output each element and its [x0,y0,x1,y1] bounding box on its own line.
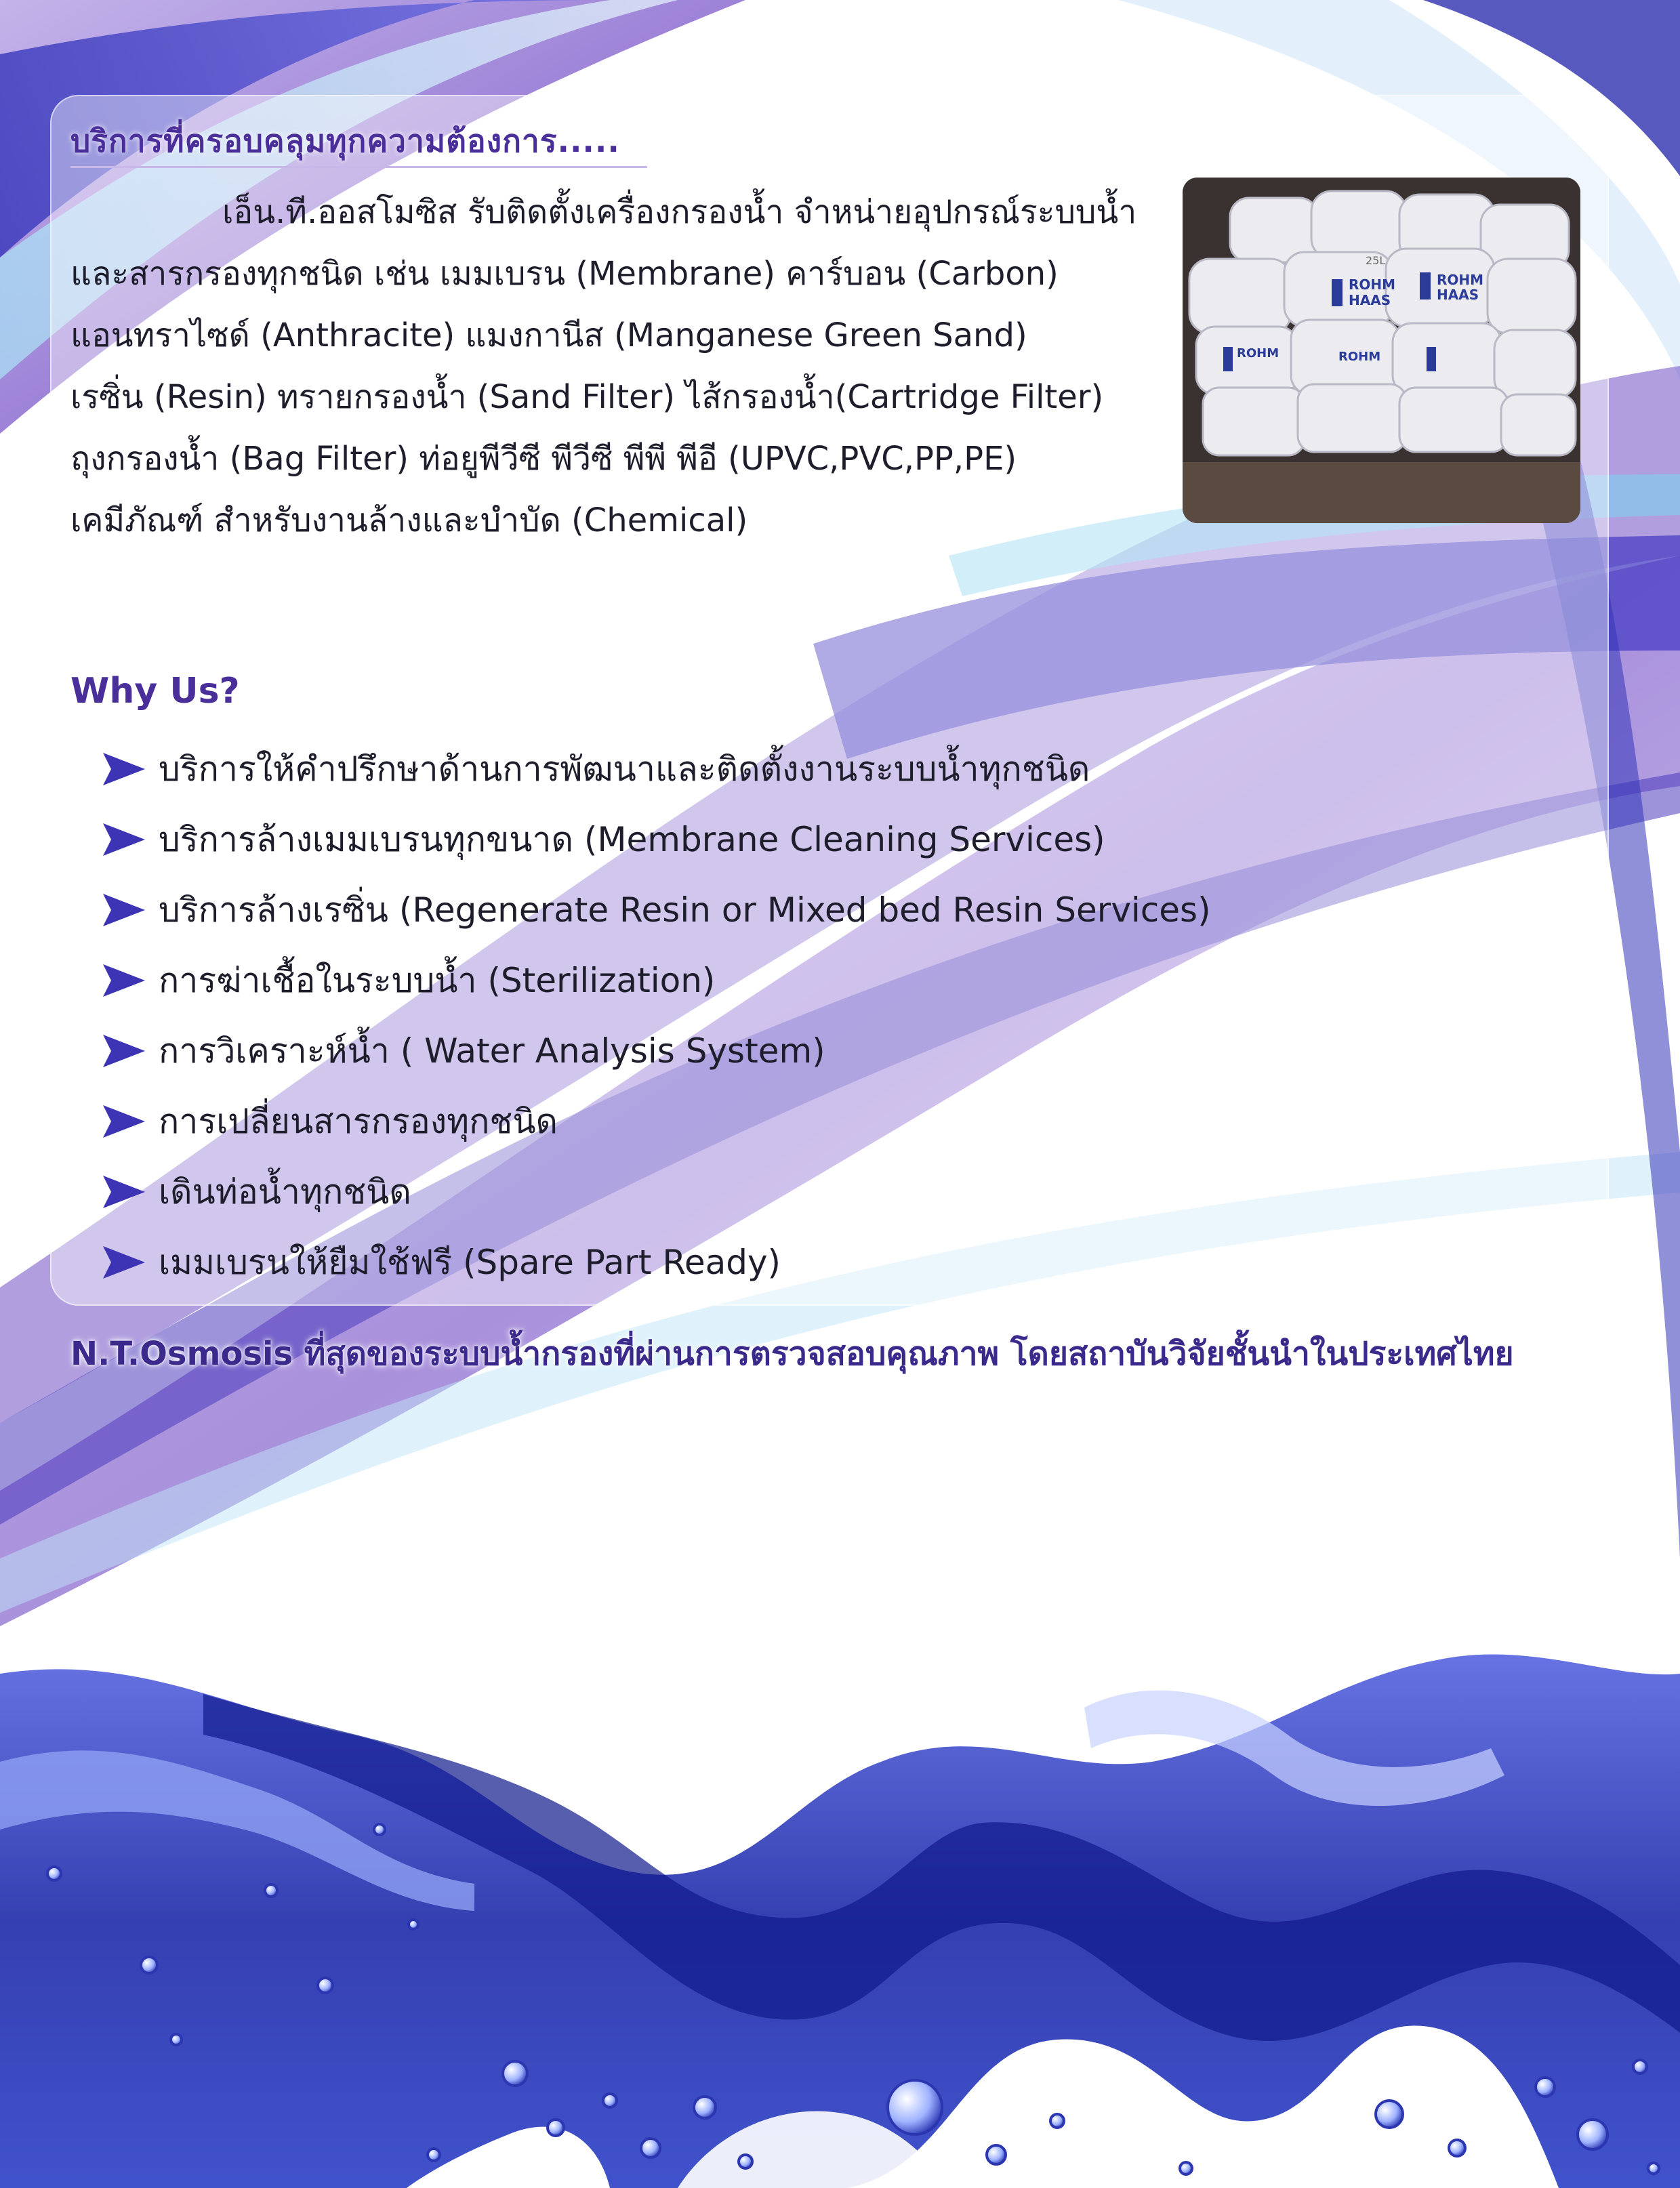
list-item [102,1086,1211,1157]
arrow-bullet-icon [102,822,146,857]
list-item-label: เมมเบรนให้ยืมใช้ฟรี (Spare Part Ready) [159,1242,781,1282]
list-item [102,1157,1211,1227]
intro-line: แอนทราไซด์ (Anthracite) แมงกานีส (Manganese Green Sand) [70,316,1027,354]
arrow-bullet-icon [102,963,146,998]
list-item [102,875,1211,945]
page-title: บริการที่ครอบคลุมทุกความต้องการ..... [70,117,647,168]
list-item-label: เดินท่อน้ำทุกชนิด [159,1172,411,1212]
bag-brand-text: HAAS [1437,287,1479,303]
arrow-bullet-icon [102,892,146,928]
company-tagline: N.T.Osmosis ที่สุดของระบบน้ำกรองที่ผ่านการตรวจสอบคุณภาพ โดยสถาบันวิจัยชั้นนำในประเทศไทย [70,1335,1514,1373]
intro-line: เรซิ่น (Resin) ทรายกรองน้ำ (Sand Filter) ไส้กรองน้ำ(Cartridge Filter) [70,378,1104,416]
list-item-label: การฆ่าเชื้อในระบบน้ำ (Sterilization) [159,960,716,1000]
list-item [102,1227,1211,1298]
filter-media-bags-photo [1183,178,1580,523]
arrow-bullet-icon [102,1174,146,1210]
list-item-label: บริการล้างเมมเบรนทุกขนาด (Membrane Cleaning Services) [159,819,1105,859]
intro-line: เอ็น.ที.ออสโมซิส รับติดตั้งเครื่องกรองน้ำ จำหน่ายอุปกรณ์ระบบน้ำ [222,193,1137,231]
intro-line: และสารกรองทุกชนิด เช่น เมมเบรน (Membrane) คาร์บอน (Carbon) [70,255,1059,293]
why-us-title: Why Us? [70,671,240,711]
list-item [102,945,1211,1016]
list-item-label: บริการให้คำปรึกษาด้านการพัฒนาและติดตั้งงานระบบน้ำทุกชนิด [159,749,1090,789]
bag-brand-text: ROHM [1437,272,1484,288]
list-item-label: การวิเคราะห์น้ำ ( Water Analysis System) [159,1031,825,1071]
list-item [102,1016,1211,1086]
arrow-bullet-icon [102,751,146,787]
why-us-list [102,734,1211,1298]
list-item-label: การเปลี่ยนสารกรองทุกชนิด [159,1101,558,1141]
arrow-bullet-icon [102,1033,146,1069]
arrow-bullet-icon [102,1104,146,1139]
bag-brand-text: ROHM [1349,276,1396,293]
bag-brand-text: HAAS [1349,292,1391,308]
intro-paragraph [70,182,1155,552]
intro-line: เคมีภัณฑ์ สำหรับงานล้างและบำบัด (Chemical) [70,501,748,539]
bag-brand-text: ROHM [1237,346,1279,360]
list-item-label: บริการล้างเรซิ่น (Regenerate Resin or Mixed bed Resin Services) [159,890,1211,930]
list-item [102,734,1211,804]
bag-volume-text: 25L [1366,254,1386,267]
intro-line: ถุงกรองน้ำ (Bag Filter) ท่อยูพีวีซี พีวีซี พีพี พีอี (UPVC,PVC,PP,PE) [70,440,1017,478]
arrow-bullet-icon [102,1245,146,1280]
bag-brand-text: ROHM [1338,350,1381,364]
list-item [102,804,1211,875]
